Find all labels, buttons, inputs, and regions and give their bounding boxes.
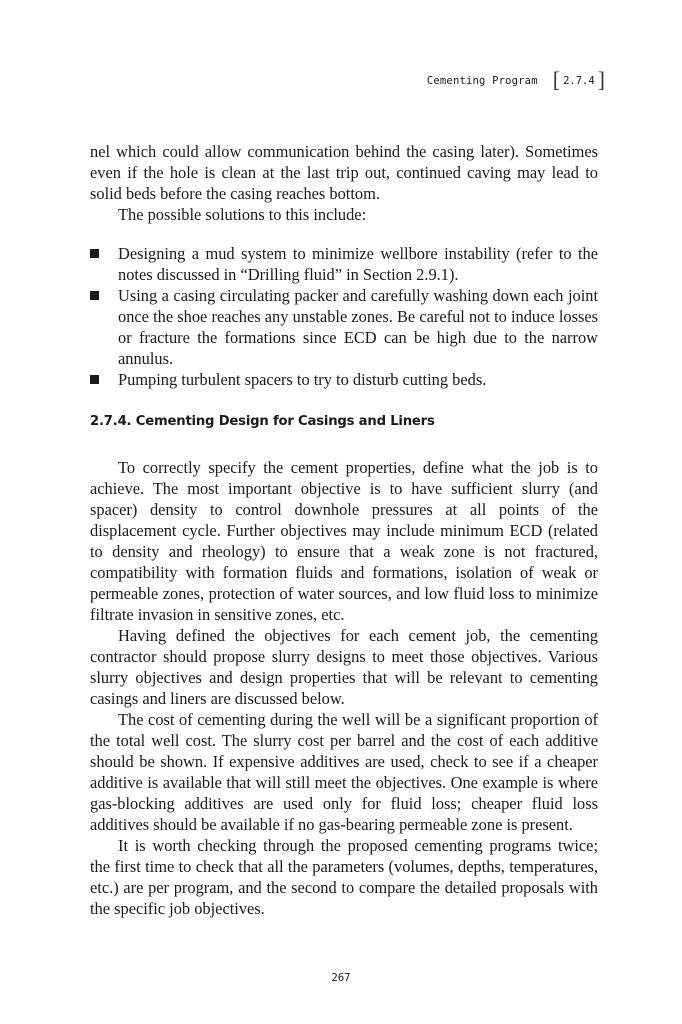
list-item-text: Designing a mud system to minimize wellbore instability (refer to the notes discussed in “Drilling fluid” in Section 2.9.1). xyxy=(118,244,598,284)
running-head-title: Cementing Program xyxy=(426,75,538,87)
list-item xyxy=(90,243,598,285)
bullet-square-icon xyxy=(90,375,99,384)
paragraph-solutions: The possible solutions to this include: xyxy=(118,205,367,224)
list-item-text: Pumping turbulent spacers to try to disturb cutting beds. xyxy=(118,370,487,389)
list-item xyxy=(90,285,598,369)
list-item-text: Using a casing circulating packer and carefully washing down each joint once the shoe reaches any unstable zones. Be careful not to induce losses or fracture the formations since ECD can be high due to the narrow annulus. xyxy=(118,286,598,368)
paragraph-cost: The cost of cementing during the well will be a significant proportion of the total well cost. The slurry cost per barrel and the cost of each additive should be shown. If expensive additives are used, check to see if a cheaper additive is available that will still meet the objectives. One example is where gas-blocking additives are used only for fluid loss; cheaper fluid loss additives should be available if no gas-bearing permeable zone is present. xyxy=(90,710,598,834)
section-heading: 2.7.4. Cementing Design for Casings and Liners xyxy=(90,414,435,429)
running-head-section-number: 2.7.4 xyxy=(563,75,595,87)
paragraph-checking: It is worth checking through the proposed cementing programs twice; the first time to check that all the parameters (volumes, depths, temperatures, etc.) are per program, and the second to compare the detailed proposals with the specific job objectives. xyxy=(90,836,598,918)
page-number: 267 xyxy=(331,972,351,984)
right-bracket-glyph: ] xyxy=(597,67,605,92)
running-head-section xyxy=(550,67,608,92)
intro-text xyxy=(90,141,598,225)
bullet-square-icon xyxy=(90,249,99,258)
section-body xyxy=(90,457,598,919)
left-bracket-glyph: [ xyxy=(552,67,561,92)
paragraph-objectives: To correctly specify the cement properties, define what the job is to achieve. The most important objective is to have sufficient slurry (and spacer) density to control downhole pressures at all points of the displacement cycle. Further objectives may include minimum ECD (related to density and rheology) to ensure that a weak zone is not fractured, compatibility with formation fluids and formations, isolation of weak or permeable zones, protection of water sources, and low fluid loss to minimize filtrate invasion in sensitive zones, etc. xyxy=(90,458,598,624)
bullet-square-icon xyxy=(90,291,99,300)
solutions-list xyxy=(90,243,598,390)
list-item xyxy=(90,369,598,390)
paragraph-continued: nel which could allow communication behind the casing later). Sometimes even if the hole is clean at the last trip out, continued caving may lead to solid beds before the casing reaches bottom. xyxy=(90,142,598,203)
paragraph-contractor: Having defined the objectives for each cement job, the cementing contractor should propose slurry designs to meet those objectives. Various slurry objectives and design properties that will be relevant to cementing casings and liners are discussed below. xyxy=(90,626,598,708)
running-head xyxy=(426,67,608,92)
